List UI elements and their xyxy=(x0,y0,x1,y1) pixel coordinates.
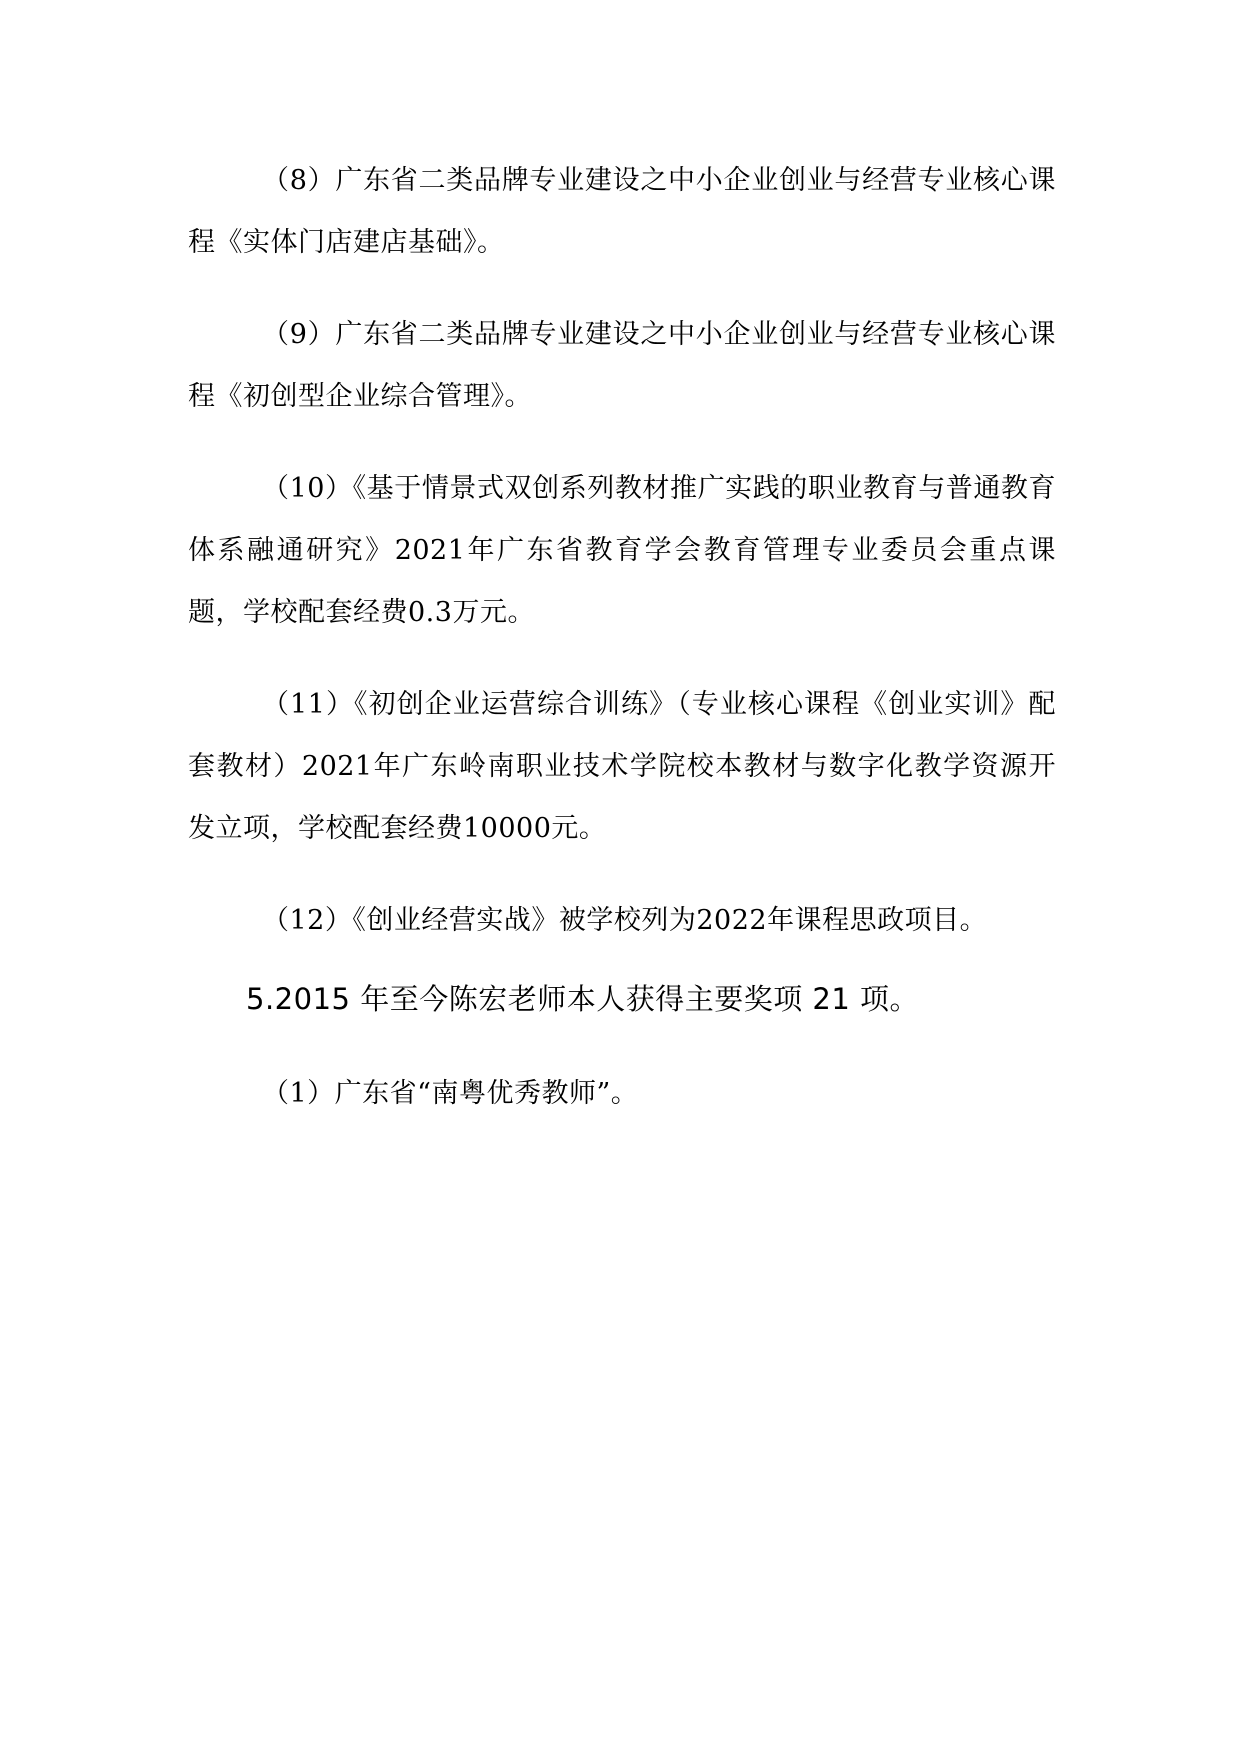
project-item-10: （10）《基于情景式双创系列教材推广实践的职业教育与普通教育体系融通研究》2021年广东省教育学会教育管理专业委员会重点课题，学校配套经费0.3万元。 xyxy=(188,473,1056,628)
project-item-8: （8）广东省二类品牌专业建设之中小企业创业与经营专业核心课程《实体门店建店基础》。 xyxy=(188,165,1056,258)
section-heading: 5.2015 年至今陈宏老师本人获得主要奖项 21 项。 xyxy=(246,982,920,1016)
award-item-1: （1）广东省“南粤优秀教师”。 xyxy=(262,1078,639,1109)
project-item-11: （11）《初创企业运营综合训练》（专业核心课程《创业实训》配套教材）2021年广东岭南职业技术学院校本教材与数字化教学资源开发立项，学校配套经费10000元。 xyxy=(188,689,1056,844)
project-item-12: （12）《创业经营实战》被学校列为2022年课程思政项目。 xyxy=(262,905,988,936)
project-item-9: （9）广东省二类品牌专业建设之中小企业创业与经营专业核心课程《初创型企业综合管理》。 xyxy=(188,319,1056,412)
